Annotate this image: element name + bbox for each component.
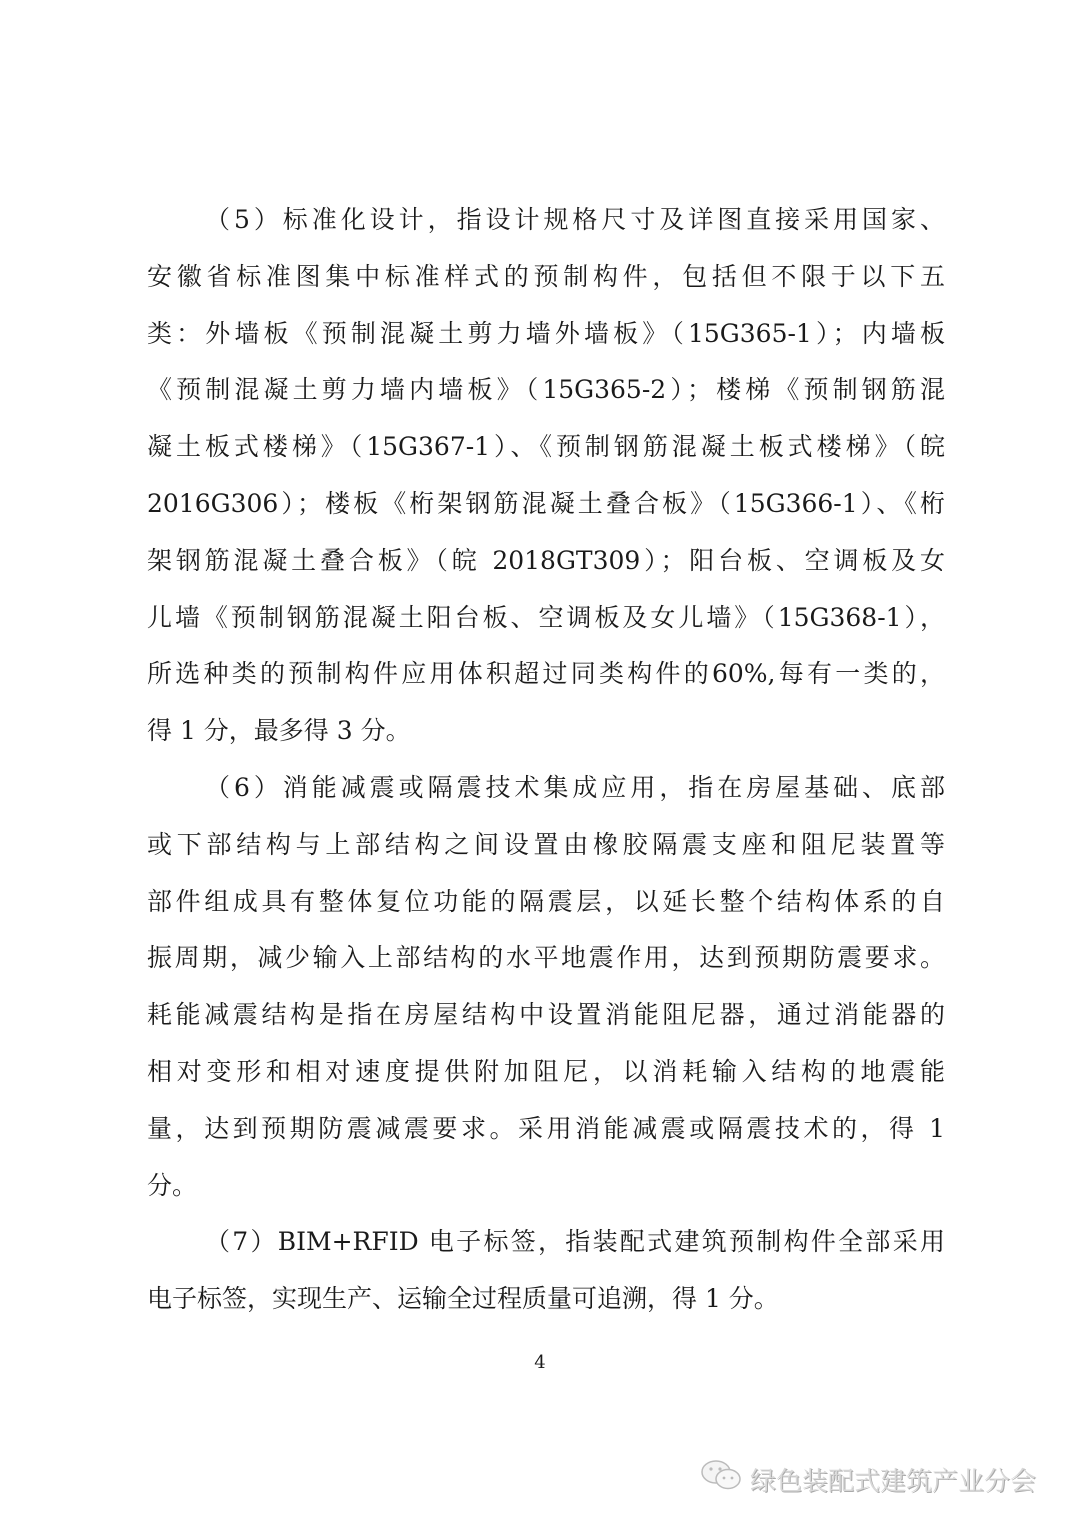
text-line: 耗能减震结构是指在房屋结构中设置消能阻尼器，通过消能器的 [147,1000,945,1030]
text-line: 或下部结构与上部结构之间设置由橡胶隔震支座和阻尼装置等 [147,829,945,859]
text-line: （6）消能减震或隔震技术集成应用，指在房屋基础、底部 [205,772,945,802]
wechat-icon [700,1458,744,1501]
text-line: 凝土板式楼梯》（15G367-1）、《预制钢筋混凝土板式楼梯》（皖 [147,432,945,462]
text-line: 振周期，减少输入上部结构的水平地震作用，达到预期防震要求。 [147,943,945,973]
text-line: 所选种类的预制构件应用体积超过同类构件的60%,每有一类的， [147,659,945,689]
text-line: （7）BIM+RFID 电子标签，指装配式建筑预制构件全部采用 [205,1227,945,1257]
text-line: 安徽省标准图集中标准样式的预制构件，包括但不限于以下五 [147,261,945,291]
text-line: 相对变形和相对速度提供附加阻尼，以消耗输入结构的地震能 [147,1056,945,1086]
text-line: 架钢筋混凝土叠合板》（皖 2018GT309）；阳台板、空调板及女 [147,545,945,575]
paragraph [147,192,945,760]
watermark [700,1458,1036,1501]
watermark-text: 绿色装配式建筑产业分会 [750,1467,1037,1497]
text-line: 部件组成具有整体复位功能的隔震层，以延长整个结构体系的自 [147,886,945,916]
text-line: 电子标签，实现生产、运输全过程质量可追溯，得 1 分。 [147,1284,779,1314]
text-line: 量，达到预期防震减震要求。采用消能减震或隔震技术的，得 1 [147,1113,945,1143]
text-line: 《预制混凝土剪力墙内墙板》（15G365-2）；楼梯《预制钢筋混 [147,375,945,405]
text-line: 类：外墙板《预制混凝土剪力墙外墙板》（15G365-1）；内墙板 [147,318,945,348]
document-body [147,192,945,1328]
text-line: 分。 [147,1170,198,1200]
page-number: 4 [534,1352,546,1373]
paragraph [147,760,945,1214]
text-line: （5）标准化设计，指设计规格尺寸及详图直接采用国家、 [205,205,945,234]
text-line: 得 1 分，最多得 3 分。 [147,716,411,746]
text-line: 儿墙《预制钢筋混凝土阳台板、空调板及女儿墙》（15G368-1）， [147,602,945,632]
text-line: 2016G306）；楼板《桁架钢筋混凝土叠合板》（15G366-1）、《桁 [147,488,945,518]
paragraph [147,1214,945,1328]
